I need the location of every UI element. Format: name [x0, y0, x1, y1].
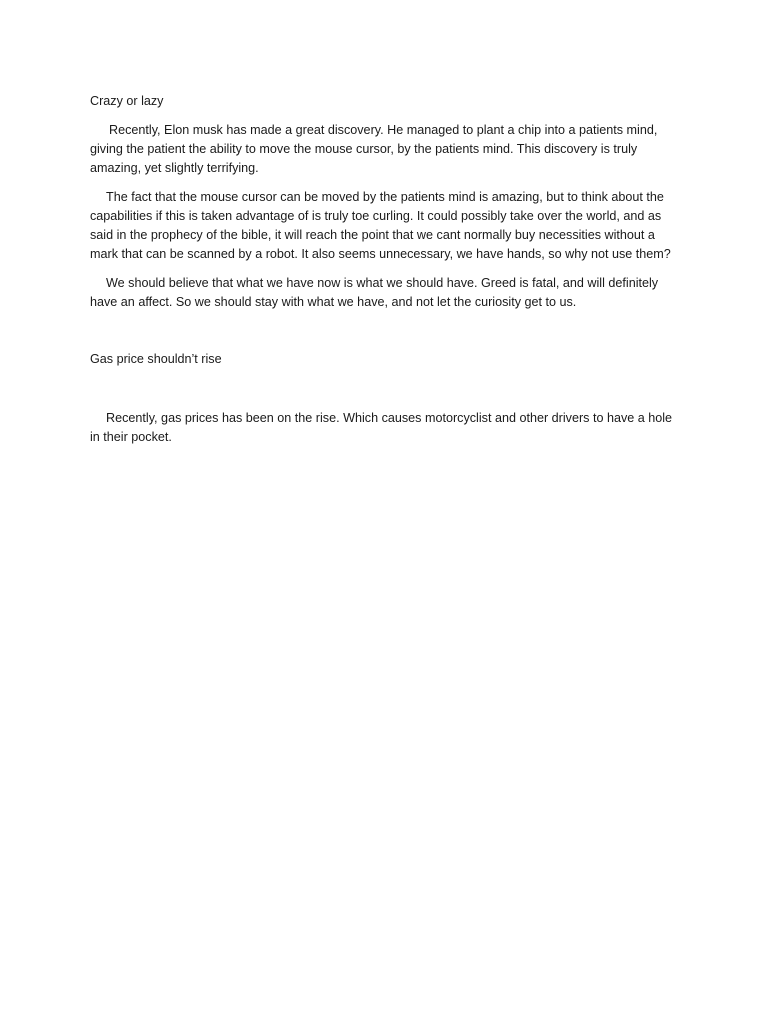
- paragraph: We should believe that what we have now is what we should have. Greed is fatal, and will definitely have an affect. So we should stay with what we have, and not let the curiosity get to us.: [90, 276, 659, 309]
- paragraph: Recently, Elon musk has made a great discovery. He managed to plant a chip into a patients mind, giving the patient the ability to move the mouse cursor, by the patients mind. This discovery is truly amazing, yet slightly terrifying.: [90, 123, 658, 175]
- section-title-gas-price: Gas price shouldn’t rise: [90, 352, 222, 366]
- section-title-crazy-or-lazy: Crazy or lazy: [90, 94, 164, 108]
- document-body: [90, 92, 674, 447]
- paragraph: The fact that the mouse cursor can be moved by the patients mind is amazing, but to think about the capabilities if this is taken advantage of is truly toe curling. It could possibly take over the world, and as said in the prophecy of the bible, it will reach the point that we cant normally buy necessities without a mark that can be scanned by a robot. It also seems unnecessary, we have hands, so why not use them?: [90, 190, 671, 261]
- paragraph: Recently, gas prices has been on the rise. Which causes motorcyclist and other drivers to have a hole in their pocket.: [90, 411, 673, 444]
